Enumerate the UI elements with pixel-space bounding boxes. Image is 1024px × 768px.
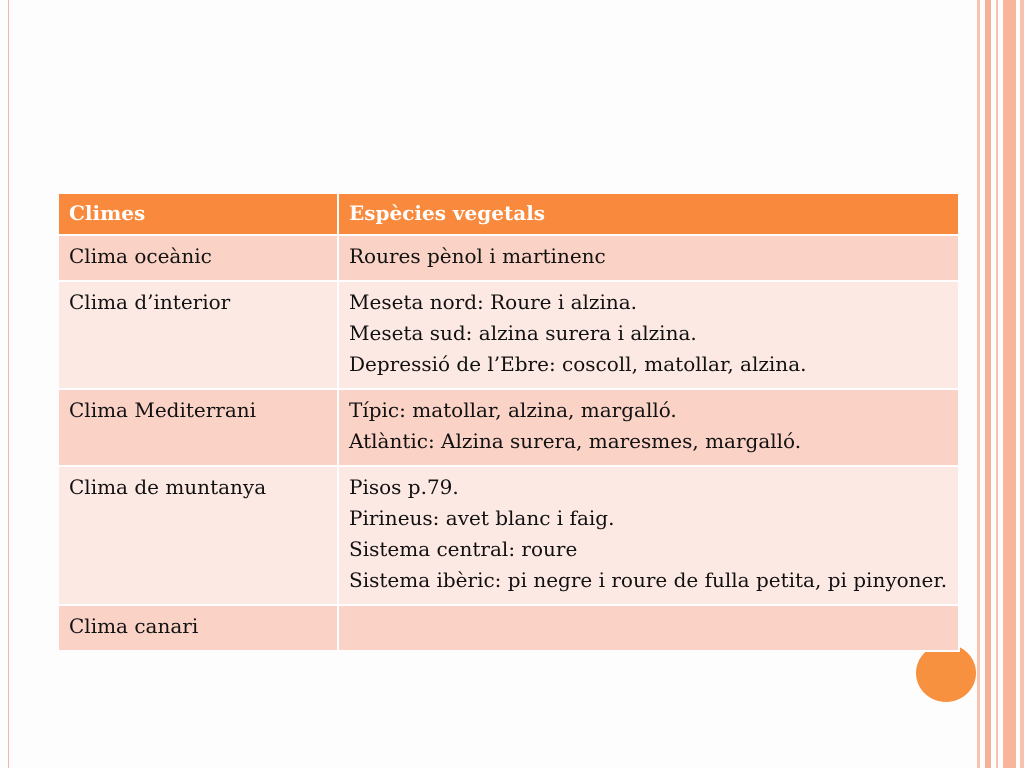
cell-clima: Clima oceànic — [58, 235, 338, 281]
especies-line: Típic: matollar, alzina, margalló. — [349, 398, 677, 422]
especies-line: Sistema ibèric: pi negre i roure de fulla petita, pi pinyoner. — [349, 568, 948, 592]
slide-number-circle — [916, 644, 976, 702]
cell-especies-empty — [338, 605, 959, 651]
especies-line: Roures pènol i martinenc — [349, 244, 606, 268]
frame-left-line — [8, 0, 9, 768]
frame-right-stripe-2 — [985, 0, 991, 768]
frame-right-stripe-4 — [1003, 0, 1016, 768]
especies-line: Pirineus: avet blanc i faig. — [349, 506, 615, 530]
cell-especies — [338, 281, 959, 389]
climate-vegetation-table — [57, 192, 960, 652]
header-climes: Climes — [58, 193, 338, 235]
table-header-row — [58, 193, 959, 235]
cell-clima: Clima canari — [58, 605, 338, 651]
cell-clima: Clima d’interior — [58, 281, 338, 389]
cell-clima: Clima Mediterrani — [58, 389, 338, 466]
especies-line: Pisos p.79. — [349, 475, 459, 499]
table-row — [58, 389, 959, 466]
table-row — [58, 281, 959, 389]
especies-line: Depressió de l’Ebre: coscoll, matollar, alzina. — [349, 352, 807, 376]
table-row — [58, 235, 959, 281]
frame-right-stripe-3 — [996, 0, 998, 768]
table-row — [58, 466, 959, 605]
especies-line: Atlàntic: Alzina surera, maresmes, margalló. — [349, 429, 802, 453]
cell-especies — [338, 389, 959, 466]
especies-line: Meseta nord: Roure i alzina. — [349, 290, 638, 314]
table-row — [58, 605, 959, 651]
especies-line: Meseta sud: alzina surera i alzina. — [349, 321, 697, 345]
especies-line: Sistema central: roure — [349, 537, 578, 561]
cell-especies — [338, 466, 959, 605]
header-especies: Espècies vegetals — [338, 193, 959, 235]
frame-right-stripe-1 — [977, 0, 980, 768]
cell-clima: Clima de muntanya — [58, 466, 338, 605]
cell-especies — [338, 235, 959, 281]
frame-right-stripe-5 — [1020, 0, 1024, 768]
